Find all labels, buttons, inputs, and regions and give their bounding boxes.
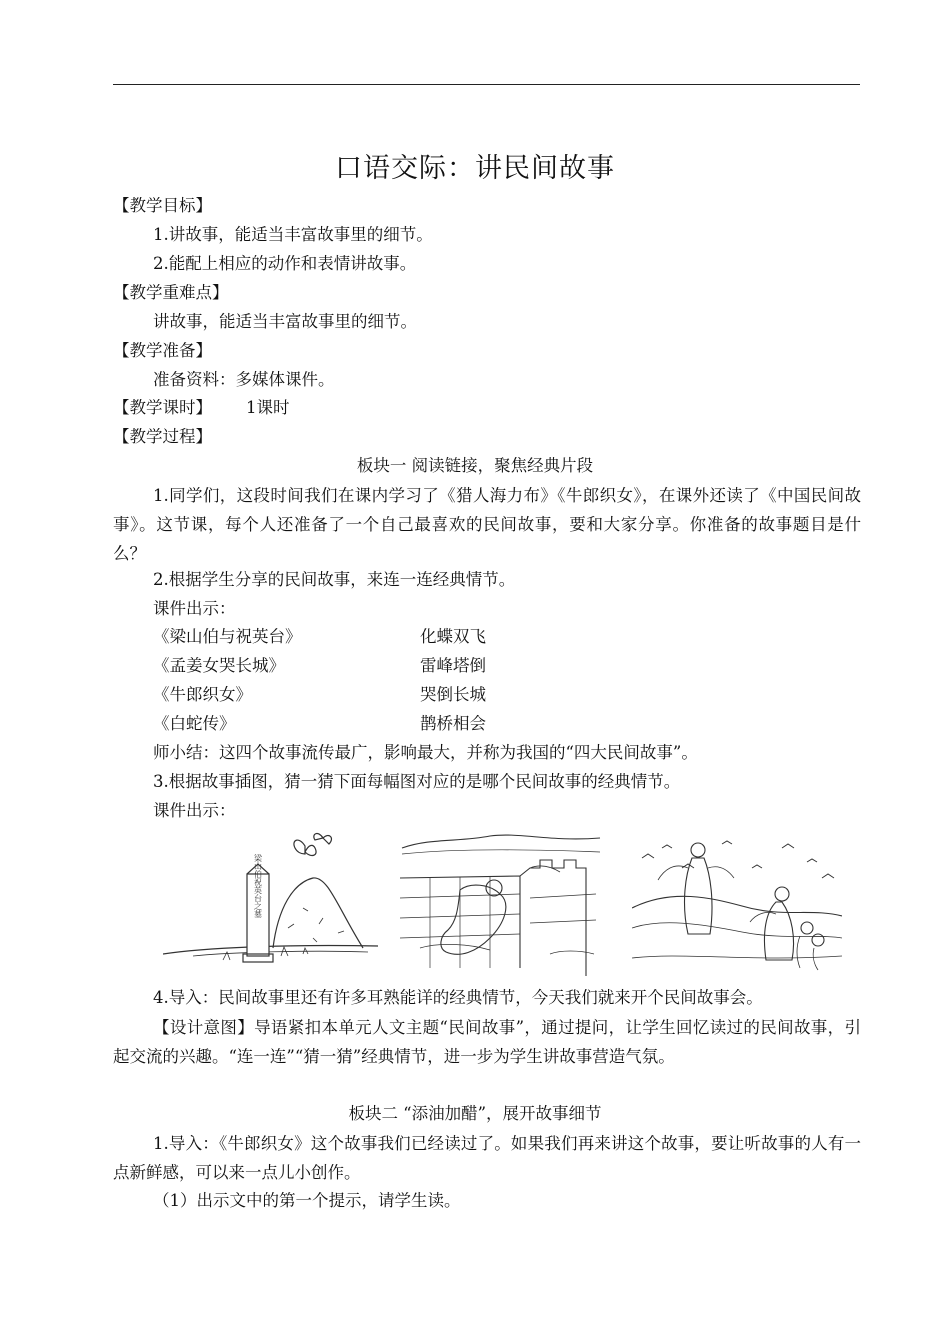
design-intent: 【设计意图】导语紧扣本单元人文主题“民间故事”，通过提问，让学生回忆读过的民间故事，引起交流的兴趣。“连一连”“猜一猜”经典情节，进一步为学生讲故事营造气氛。: [113, 1018, 861, 1066]
prep-item-1: 准备资料：多媒体课件。: [153, 370, 335, 389]
hours-value: 1课时: [246, 398, 290, 417]
block1-paragraph-4: 4.导入：民间故事里还有许多耳熟能详的经典情节，今天我们就来开个民间故事会。: [153, 988, 763, 1007]
prep-heading: 【教学准备】: [113, 341, 212, 360]
page-title: 口语交际：讲民间故事: [335, 153, 615, 184]
block1-heading: 板块一 阅读链接，聚焦经典片段: [356, 456, 594, 475]
header-rule: [113, 84, 860, 85]
goal-heading: 【教学目标】: [113, 196, 212, 215]
tomb-inscription: 梁山伯祝英台之墓: [253, 854, 263, 918]
block1-paragraph-3: 3.根据故事插图，猜一猜下面每幅图对应的是哪个民间故事的经典情节。: [153, 772, 681, 791]
great-wall-illustration: [400, 828, 605, 976]
block1-paragraph-2: 2.根据学生分享的民间故事，来连一连经典情节。: [153, 570, 516, 589]
story-title: 《孟姜女哭长城》: [153, 656, 285, 675]
process-heading: 【教学过程】: [113, 427, 212, 446]
story-plot: 鹊桥相会: [420, 714, 486, 733]
key-heading: 【教学重难点】: [113, 283, 229, 302]
teacher-summary: 师小结：这四个故事流传最广，影响最大，并称为我国的“四大民间故事”。: [153, 743, 698, 762]
tomb-butterflies-illustration: [163, 828, 378, 976]
block1-paragraph-1: 1.同学们，这段时间我们在课内学习了《猎人海力布》《牛郎织女》，在课外还读了《中国民间故事》。这节课，每个人还准备了一个自己最喜欢的民间故事，要和大家分享。你准备的故事题目是什么？: [113, 486, 861, 563]
hours-heading: 【教学课时】: [113, 398, 212, 417]
block2-paragraph-1: 1.导入：《牛郎织女》这个故事我们已经读过了。如果我们再来讲这个故事，要让听故事的人有一点新鲜感，可以来一点儿小创作。: [113, 1134, 861, 1182]
goal-item-1: 1.讲故事，能适当丰富故事里的细节。: [153, 225, 433, 244]
block2-paragraph-2: （1）出示文中的第一个提示，请学生读。: [153, 1191, 461, 1210]
key-item-1: 讲故事，能适当丰富故事里的细节。: [153, 312, 417, 331]
magpie-bridge-illustration: [632, 828, 842, 976]
story-plot: 雷峰塔倒: [420, 656, 486, 675]
story-plot: 化蝶双飞: [420, 627, 486, 646]
courseware-label: 课件出示：: [153, 599, 236, 618]
story-title: 《梁山伯与祝英台》: [153, 627, 302, 646]
story-title: 《白蛇传》: [153, 714, 236, 733]
courseware-label-2: 课件出示：: [153, 801, 236, 820]
goal-item-2: 2.能配上相应的动作和表情讲故事。: [153, 254, 417, 273]
story-plot: 哭倒长城: [420, 685, 486, 704]
block2-heading: 板块二 “添油加醋”，展开故事细节: [348, 1104, 602, 1123]
story-title: 《牛郎织女》: [153, 685, 252, 704]
